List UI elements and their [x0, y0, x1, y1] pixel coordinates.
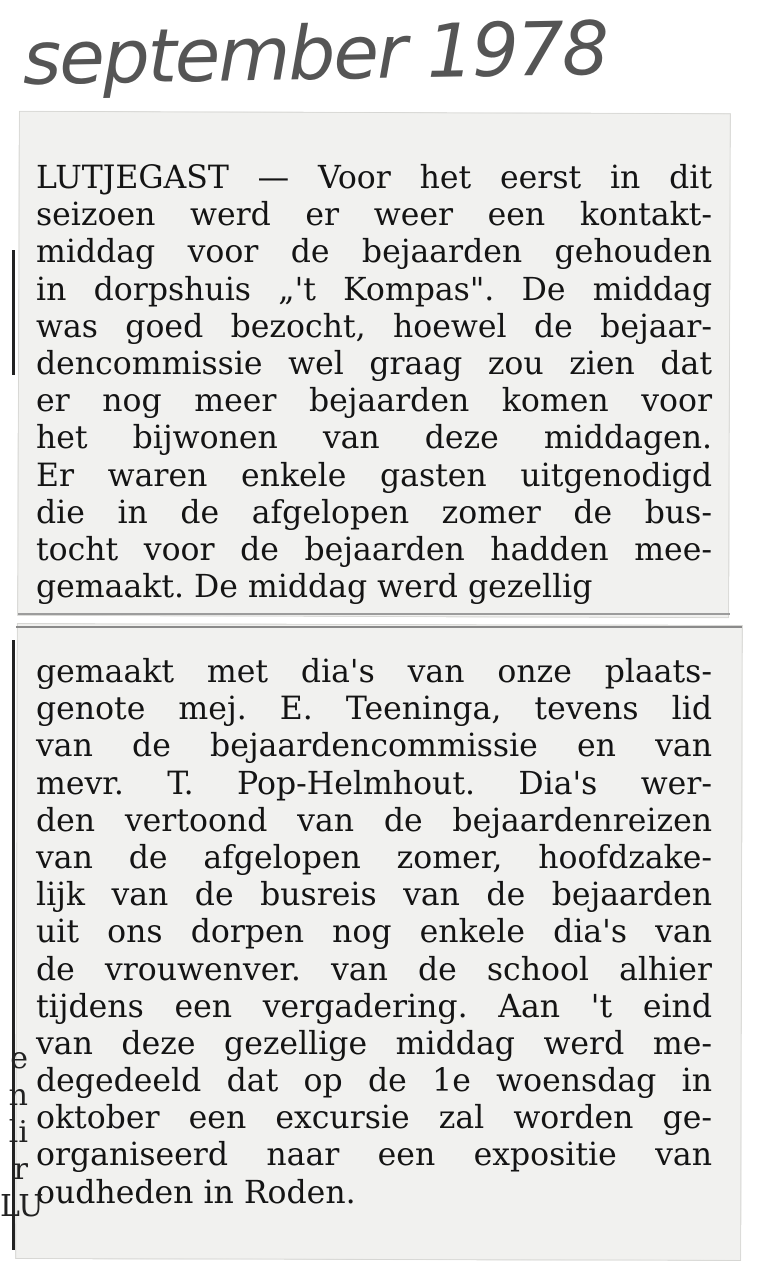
article-line: seizoen werd er weer een kontakt-: [36, 197, 712, 234]
margin-fragment: li: [8, 1115, 28, 1150]
margin-fragment: e: [10, 1041, 28, 1076]
handwritten-date: september 1978: [21, 5, 608, 102]
article-line: uit ons dorpen nog enkele dia's van: [36, 914, 712, 951]
article-line: was goed bezocht, hoewel de bejaar-: [36, 308, 712, 345]
article-line: degedeeld dat op de 1e woensdag in: [36, 1063, 712, 1100]
margin-fragment: n: [8, 1078, 28, 1113]
article-column-2: [36, 654, 712, 1212]
margin-fragment: r: [13, 1152, 28, 1187]
article-line: dencommissie wel graag zou zien dat: [36, 345, 712, 382]
article-line: het bijwonen van deze middagen.: [36, 420, 712, 457]
article-line: tocht voor de bejaarden hadden mee-: [36, 531, 712, 568]
article-line: lijk van de busreis van de bejaarden: [36, 877, 712, 914]
article-line: middag voor de bejaarden gehouden: [36, 234, 712, 271]
clipping-left-edge: [12, 250, 15, 375]
article-line: organiseerd naar een expositie van: [36, 1137, 712, 1174]
article-line: tijdens een vergadering. Aan 't eind: [36, 988, 712, 1025]
article-line: Er waren enkele gasten uitgenodigd: [36, 457, 712, 494]
article-line: gemaakt met dia's van onze plaats-: [36, 654, 712, 690]
article-line: oudheden in Roden.: [36, 1174, 356, 1211]
clipping-cut-line: [18, 613, 730, 615]
article-line: van de afgelopen zomer, hoofdzake-: [36, 839, 712, 876]
article-line: die in de afgelopen zomer de bus-: [36, 494, 712, 531]
article-line: den vertoond van de bejaardenreizen: [36, 802, 712, 839]
article-line: genote mej. E. Teeninga, tevens lid: [36, 691, 712, 728]
clipping-cut-line: [16, 626, 742, 628]
article-line: mevr. T. Pop-Helmhout. Dia's wer-: [36, 765, 712, 802]
article-line: er nog meer bejaarden komen voor: [36, 383, 712, 420]
article-line: oktober een excursie zal worden ge-: [36, 1100, 712, 1137]
article-line: LUTJEGAST — Voor het eerst in dit: [36, 160, 712, 196]
article-line: in dorpshuis „'t Kompas". De middag: [36, 271, 712, 308]
margin-fragment: LU: [0, 1189, 44, 1224]
article-line: gemaakt. De middag werd gezellig: [36, 569, 593, 606]
article-line: van deze gezellige middag werd me-: [36, 1025, 712, 1062]
margin-fragments: [0, 1040, 44, 1225]
article-line: de vrouwenver. van de school alhier: [36, 951, 712, 988]
article-line: van de bejaardencommissie en van: [36, 728, 712, 765]
article-column-1: [36, 160, 712, 606]
